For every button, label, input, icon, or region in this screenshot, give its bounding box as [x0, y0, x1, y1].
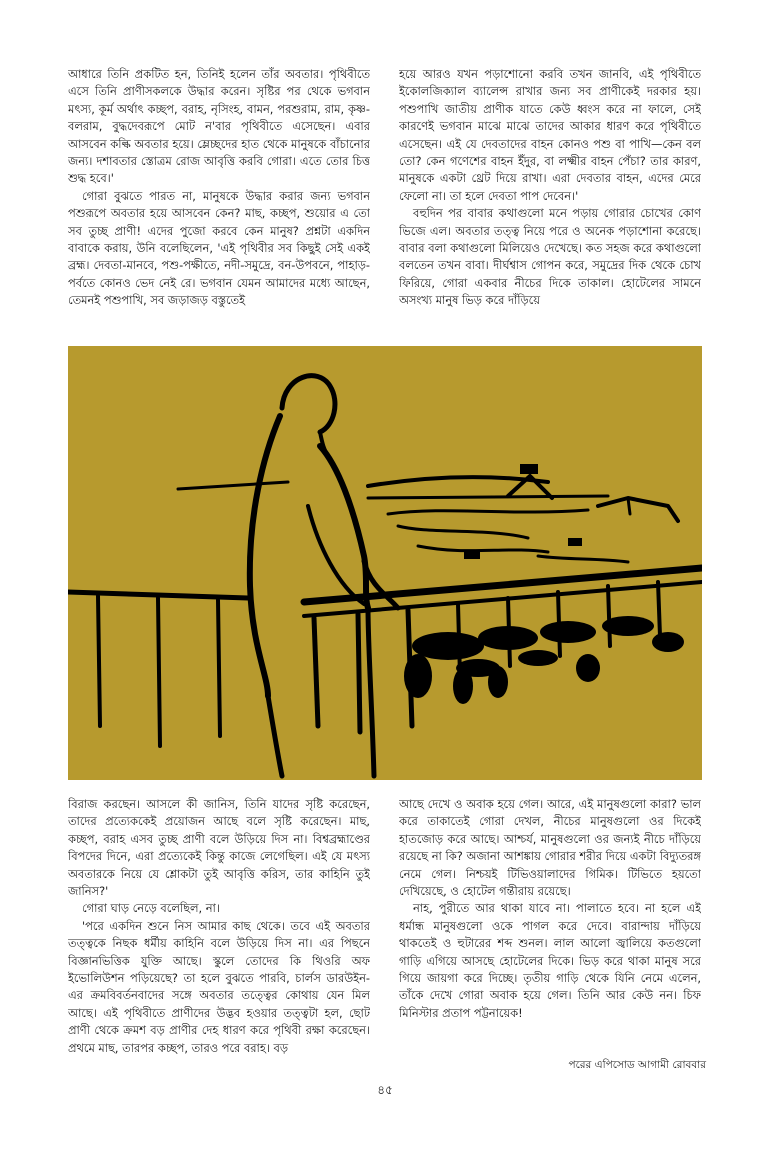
- paragraph: আধারে তিনি প্রকটিত হন, তিনিই হলেন তাঁর অবতার। পৃথিবীতে এসে তিনি প্রাণীসকলকে উদ্ধার করেন। সৃষ্টির পর থেকে ভগবান মৎস্য, কূর্ম অর্থাৎ কচ্ছপ, বরাহ, নৃসিংহ, বামন, পরশুরাম, রাম, কৃষ্ণ-বলরাম, বুদ্ধদেবরূপে মোট ন'বার পৃথিবীতে এসেছেন। এবার আসবেন কল্কি অবতার হয়ে। ম্লেচ্ছদের হাত থেকে মানুষকে বাঁচানোর জন্য। দশাবতার স্তোত্রম রোজ আবৃত্তি করবি গোরা। এতে তোর চিত্ত শুদ্ধ হবে।': [68, 67, 370, 186]
- paragraph: বহুদিন পর বাবার কথাগুলো মনে পড়ায় গোরার চোখের কোণ ভিজে এল। অবতার তত্ত্ব নিয়ে পরে ও অনেক পড়াশোনা করেছে। বাবার বলা কথাগুলো মিলিয়েও দেখেছে। কত সহজ করে কথাগুলো বলতেন তখন বাবা। দীর্ঘশ্বাস গোপন করে, সমুদ্রের দিক থেকে চোখ ফিরিয়ে, গোরা একবার নীচের দিকে তাকাল। হোটেলের সামনে অসংখ্য মানুষ ভিড় করে দাঁড়িয়ে: [399, 206, 701, 308]
- article-column-bottom-left: [68, 796, 370, 1068]
- paragraph: আছে দেখে ও অবাক হয়ে গেল। আরে, এই মানুষগুলো কারা? ভাল করে তাকাতেই গোরা দেখল, নীচের মানুষগুলো ওর দিকেই হাতজোড় করে আছে। আশ্চর্য, মানুষগুলো ওর জন্যই নীচে দাঁড়িয়ে রয়েছে না কি? অজানা আশঙ্কায় গোরার শরীর দিয়ে একটা বিদ্যুতরঙ্গ নেমে গেল। নিশ্চয়ই টিভিওয়ালাদের গিমিক। টিভিতে হয়তো দেখিয়েছে, ও হোটেল গন্তীরায় রয়েছে।: [399, 797, 701, 899]
- paragraph: 'পরে একদিন শুনে নিস আমার কাছ থেকে। তবে এই অবতার তত্ত্বকে নিছক ধর্মীয় কাহিনি বলে উড়িয়ে দিস না। এর পিছনে বিজ্ঞানভিত্তিক যুক্তি আছে। স্কুলে তোদের কি থিওরি অফ ইভোলিউশন পড়িয়েছে? তা হলে বুঝতে পারবি, চার্লস ডারউইন-এর ক্রমবিবর্তনবাদের সঙ্গে অবতার তত্ত্বের কোথায় যেন মিল আছে। এই পৃথিবীতে প্রাণীদের উদ্ভব হওয়ার তত্ত্বটা হল, ছোট প্রাণী থেকে ক্রমশ বড় প্রাণীর দেহ ধারণ করে পৃথিবী রক্ষা করেছেন। প্রথমে মাছ, তারপর কচ্ছপ, তারও পরে বরাহ। বড়: [68, 918, 370, 1055]
- paragraph: গোরা বুঝতে পারত না, মানুষকে উদ্ধার করার জন্য ভগবান পশুরূপে অবতার হয়ে আসবেন কেন? মাছ, কচ্ছপ, শুয়োর এ তো সব তুচ্ছ প্রাণী! এদের পুজো করবে কেন মানুষ? প্রশ্নটা একদিন বাবাকে করায়, উনি বলেছিলেন, 'এই পৃথিবীর সব কিছুই সেই একই ব্রহ্ম। দেবতা-মানবে, পশু-পক্ষীতে, নদী-সমুদ্রে, বন-উপবনে, পাহাড়-পর্বতে কোনও ভেদ নেই রে। ভগবান যেমন আমাদের মধ্যে আছেন, তেমনই পশুপাখি, সব জড়াজড় বস্তুতেই: [68, 188, 370, 308]
- paragraph: নাহ, পুরীতে আর থাকা যাবে না। পালাতে হবে। না হলে এই ধর্মান্ধ মানুষগুলো ওকে পাগল করে দেবে। বারান্দায় দাঁড়িয়ে থাকতেই ও হুটারের শব্দ শুনল। লাল আলো জ্বালিয়ে কতগুলো গাড়ি এগিয়ে আসছে হোটেলের দিকে। ভিড় করে থাকা মানুষ সরে গিয়ে জায়গা করে দিচ্ছে। তৃতীয় গাড়ি থেকে যিনি নেমে এলেন, তাঁকে দেখে গোরা অবাক হয়ে গেল। তিনি আর কেউ নন। চিফ মিনিস্টার প্রতাপ পট্টনায়েক!: [399, 901, 701, 1020]
- paragraph: গোরা ঘাড় নেড়ে বলেছিল, না।: [82, 901, 220, 916]
- paragraph: হয়ে আরও যখন পড়াশোনো করবি তখন জানবি, এই পৃথিবীতে ইকোলজিক্যাল ব্যালেন্স রাখার জন্য সব প্রাণীকেই দরকার হয়। পশুপাখি জাতীয় প্রাণীক যাতে কেউ ধ্বংস করে না ফালে, সেই কারণেই ভগবান মাঝে মাঝে তাদের আকার ধারণ করে পৃথিবীতে এসেছেন। এই যে দেবতাদের বাহন কোনও পশু বা পাখি—কেন বল তো? কেন গণেশের বাহন ইঁদুর, বা লক্ষ্মীর বাহন পেঁচা? তার কারণ, মানুষকে একটা থ্রেট দিয়ে রাখা। এরা দেবতার বাহন, এদের মেরে ফেলো না। তা হলে দেবতা পাপ দেবেন।': [399, 67, 701, 203]
- page-number: ৪৫: [377, 1083, 393, 1097]
- next-episode-note: পরের এপিসোড আগামী রোববার: [568, 1059, 706, 1071]
- story-illustration: [68, 346, 702, 780]
- article-column-top-right: [399, 66, 701, 334]
- illustration-drawing: [68, 346, 702, 780]
- paragraph: বিরাজ করছেন। আসলে কী জানিস, তিনি যাদের সৃষ্টি করেছেন, তাদের প্রত্যেককেই প্রয়োজন আছে বলে সৃষ্টি করেছেন। মাছ, কচ্ছপ, বরাহ এসব তুচ্ছ প্রাণী বলে উড়িয়ে দিস না। বিশ্বব্রহ্মাণ্ডের বিপদের দিনে, এরা প্রত্যেকেই কিন্তু কাজে লেগেছিল। এই যে মৎস্য অবতারকে নিয়ে যে শ্লোকটা তুই আবৃত্তি করিস, তার কাহিনি তুই জানিস?': [68, 797, 370, 899]
- article-column-bottom-right: [399, 796, 701, 1046]
- article-column-top-left: [68, 66, 370, 334]
